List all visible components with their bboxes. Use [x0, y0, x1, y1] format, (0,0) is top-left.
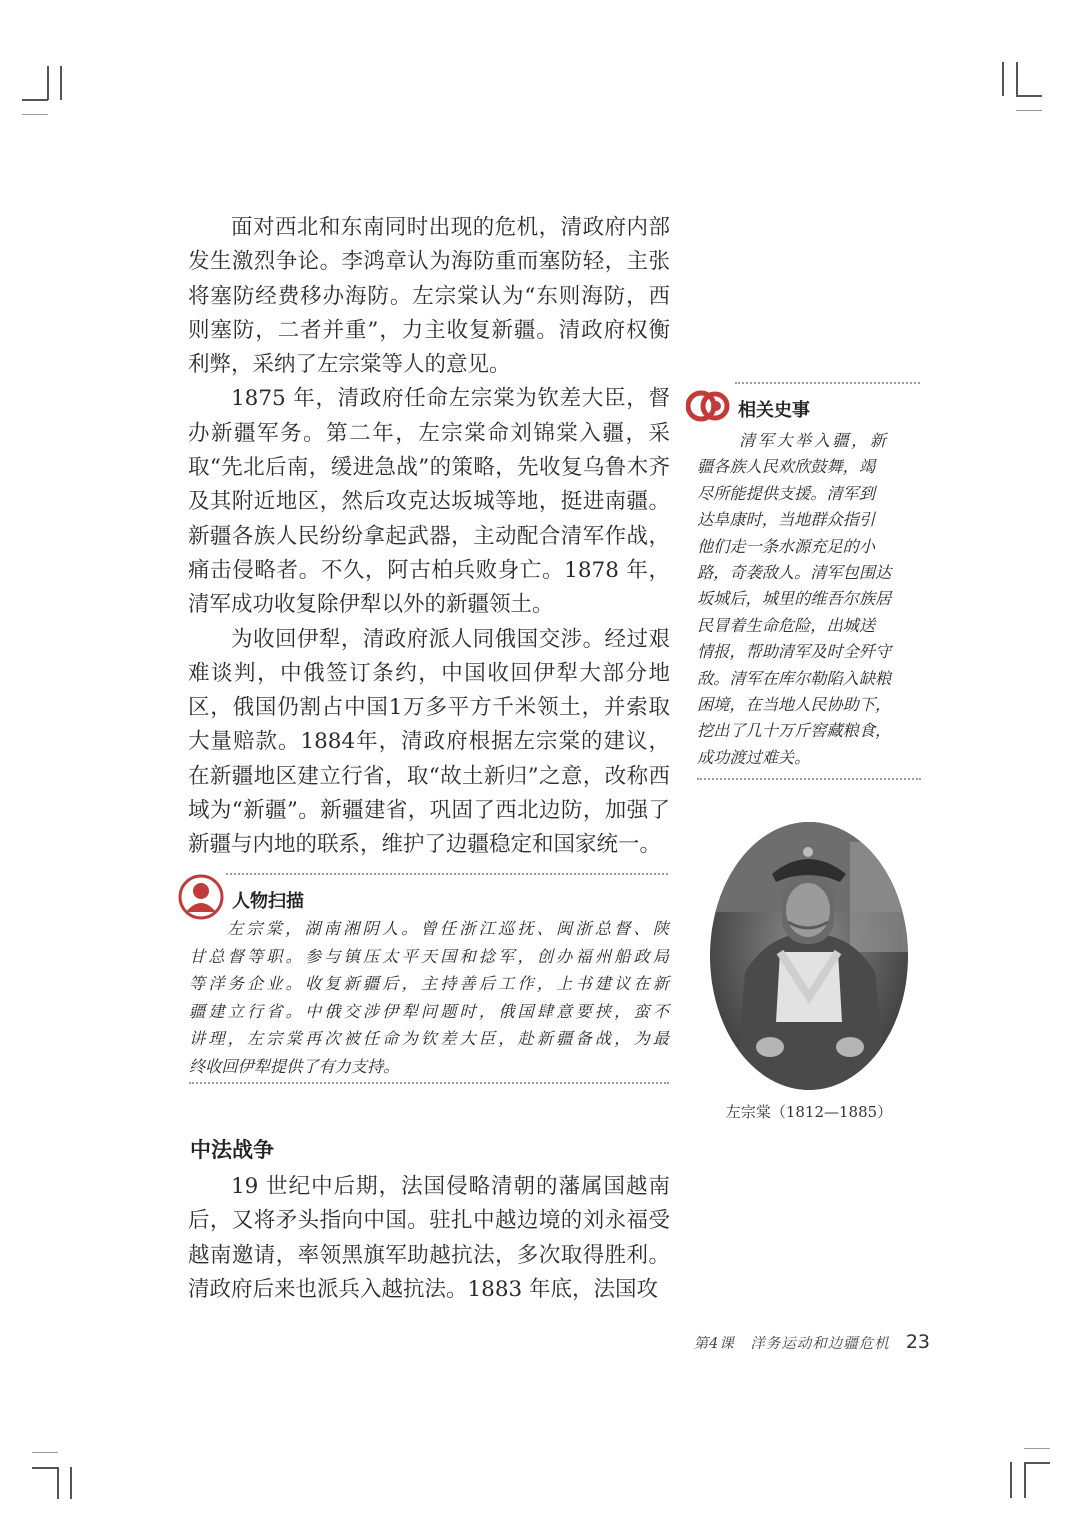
section-title: 中法战争: [190, 1138, 274, 1162]
body-paragraph: 1875 年，清政府任命左宗棠为钦差大臣，督办新疆军务。第二年，左宗棠命刘锦棠入疆，采取“先北后南，缓进急战”的策略，先收复乌鲁木齐及其附近地区，然后攻克达坂城等地，挺进南疆。新疆各族人民纷纷拿起武器，主动配合清军作战，痛击侵略者。不久，阿古柏兵败身亡。1878 年，清军成功收复除伊犁以外的新疆领土。: [188, 386, 670, 618]
person-line: 疆建立行省。中俄交涉伊犁问题时，俄国肆意要挟，蛮不: [189, 1001, 669, 1021]
person-line: 终收回伊犁提供了有力支持。: [189, 1056, 400, 1076]
related-line: 成功渡过难关。: [697, 747, 811, 767]
lesson-title: 第4课 洋务运动和边疆危机: [693, 1336, 890, 1352]
crop-mark-top-right: [1002, 62, 1004, 96]
related-box-title: 相关史事: [738, 399, 810, 421]
crop-mark-top-left: [47, 66, 49, 100]
crop-mark-top-right: [1016, 95, 1042, 97]
crop-mark-bottom-right: [1024, 1448, 1050, 1449]
related-line: 路，奇袭敌人。清军包围达: [697, 563, 892, 583]
person-box-text: [189, 915, 669, 1080]
crop-mark-top-right: [1016, 110, 1042, 111]
related-box-bottom-rule: [697, 778, 921, 780]
body-paragraph: 19 世纪中后期，法国侵略清朝的藩属国越南后，又将矛头指向中国。驻扎中越边境的刘永福受越南邀请，率领黑旗军助越抗法，多次取得胜利。清政府后来也派兵入越抗法。1883 年底，法国攻: [188, 1174, 670, 1302]
crop-mark-bottom-left: [32, 1467, 58, 1469]
crop-mark-bottom-left: [57, 1467, 59, 1499]
related-line: 敌。清军在库尔勒陷入缺粮: [697, 668, 892, 688]
crop-mark-top-left: [22, 99, 48, 101]
crop-mark-bottom-left: [32, 1452, 58, 1453]
related-line: 民冒着生命危险，出城送: [697, 615, 876, 635]
person-line: 讲理，左宗棠再次被任命为钦差大臣，赴新疆备战，为最: [189, 1029, 669, 1048]
crop-mark-bottom-left: [70, 1467, 72, 1499]
related-box-header: [686, 388, 810, 429]
portrait-caption: 左宗棠（1812—1885）: [725, 1103, 893, 1121]
person-line: 等洋务企业。收复新疆后，主持善后工作，上书建议在新: [189, 974, 669, 993]
related-line: 疆各族人民欢欣鼓舞，竭: [697, 457, 876, 477]
related-line: 他们走一条水源充足的小: [697, 536, 876, 556]
crop-mark-bottom-right: [1010, 1462, 1012, 1498]
portrait-photo: [710, 822, 908, 1090]
page-footer: [650, 1331, 930, 1353]
page-number: 23: [905, 1331, 930, 1353]
related-box-text: [697, 428, 921, 771]
crop-mark-top-left: [60, 66, 62, 100]
related-line: 坂城后，城里的维吾尔族居: [697, 589, 892, 609]
person-line: 左宗棠，湖南湘阴人。曾任浙江巡抚、闽浙总督、陕: [227, 919, 669, 938]
main-body-text: [188, 211, 670, 863]
related-line: 困境，在当地人民协助下，: [697, 695, 892, 715]
crop-mark-bottom-right: [1024, 1462, 1050, 1464]
related-line: 情报，帮助清军及时全歼守: [697, 642, 892, 662]
related-box-top-rule: [735, 382, 920, 384]
person-line: 甘总督等职。参与镇压太平天国和捻军，创办福州船政局: [189, 946, 669, 966]
related-line: 尽所能提供支援。清军到: [697, 483, 876, 503]
person-box-bottom-rule: [189, 1082, 669, 1084]
body-paragraph: 为收回伊犁，清政府派人同俄国交涉。经过艰难谈判，中俄签订条约，中国收回伊犁大部分地区，俄国仍割占中国1万多平方千米领土，并索取大量赔款。1884年，清政府根据左宗棠的建议，在新疆地区建立行省，取“故土新归”之意，改称西域为“新疆”。新疆建省，巩固了西北边防，加强了新疆与内地的联系，维护了边疆稳定和国家统一。: [188, 626, 670, 858]
related-line: 达阜康时，当地群众指引: [697, 510, 876, 530]
crop-mark-top-left: [22, 114, 48, 115]
crop-mark-top-right: [1016, 62, 1018, 96]
related-line: 挖出了几十万斤窖藏粮食，: [697, 721, 892, 741]
body-paragraph: 面对西北和东南同时出现的危机，清政府内部发生激烈争论。李鸿章认为海防重而塞防轻，主张将塞防经费移办海防。左宗棠认为“东则海防，西则塞防，二者并重”，力主收复新疆。清政府权衡利弊，采纳了左宗棠等人的意见。: [188, 215, 670, 378]
related-line: 清军大举入疆，新: [739, 431, 889, 450]
crop-mark-bottom-right: [1024, 1462, 1026, 1498]
person-box-title: 人物扫描: [232, 890, 304, 912]
section-body-text: [188, 1170, 670, 1307]
related-history-icon: [686, 388, 730, 429]
